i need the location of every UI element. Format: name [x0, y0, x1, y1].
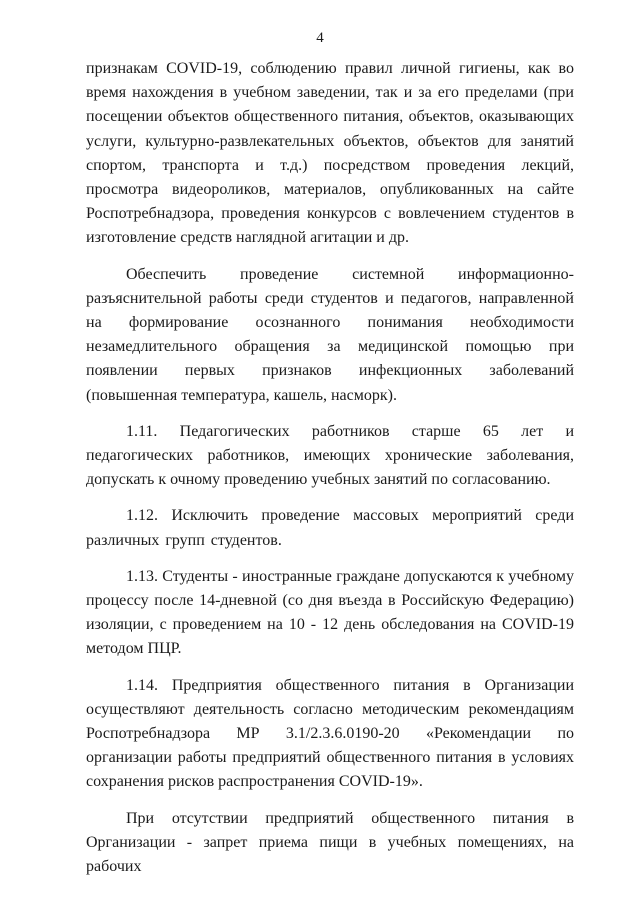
paragraph-no-catering: При отсутствии предприятий общественного питания в Организации - запрет приема пищи в учебных помещениях, на рабочих	[86, 809, 574, 876]
paragraph-1-14: 1.14. Предприятия общественного питания в Организации осуществляют деятельность согласно методическим рекомендациям Роспотребнадзора МР 3.1/2.3.6.0190-20 «Рекомендации по организации работы предприятий общественного питания в условиях сохранения рисков распространения COVID-19».	[86, 676, 574, 791]
page-number: 4	[316, 30, 324, 46]
document-body	[86, 57, 574, 891]
paragraph-1-13: 1.13. Студенты - иностранные граждане допускаются к учебному процессу после 14-дневной (со дня въезда в Российскую Федерацию) изоляции, с проведением на 10 - 12 день обследования на COVID-19 методом ПЦР.	[86, 567, 574, 658]
paragraph-information-work: Обеспечить проведение системной информационно-разъяснительной работы среди студентов и педагогов, направленной на формирование осознанного понимания необходимости незамедлительного обращения за медицинской помощью при появлении первых признаков инфекционных заболеваний (повышенная температура, кашель, насморк).	[86, 265, 574, 404]
paragraph-hygiene-awareness: признакам COVID-19, соблюдению правил личной гигиены, как во время нахождения в учебном заведении, так и за его пределами (при посещении объектов общественного питания, объектов, оказывающих услуги, культурно-развлекательных объектов, объектов для занятий спортом, транспорта и т.д.) посредством проведения лекций, просмотра видеороликов, материалов, опубликованных на сайте Роспотребнадзора, проведения конкурсов с вовлечением студентов в изготовление средств наглядной агитации и др.	[86, 60, 574, 247]
paragraph-1-12: 1.12. Исключить проведение массовых мероприятий среди различных групп студентов.	[86, 507, 574, 549]
paragraph-1-11: 1.11. Педагогических работников старше 65 лет и педагогических работников, имеющих хронические заболевания, допускать к очному проведению учебных занятий по согласованию.	[86, 422, 574, 489]
